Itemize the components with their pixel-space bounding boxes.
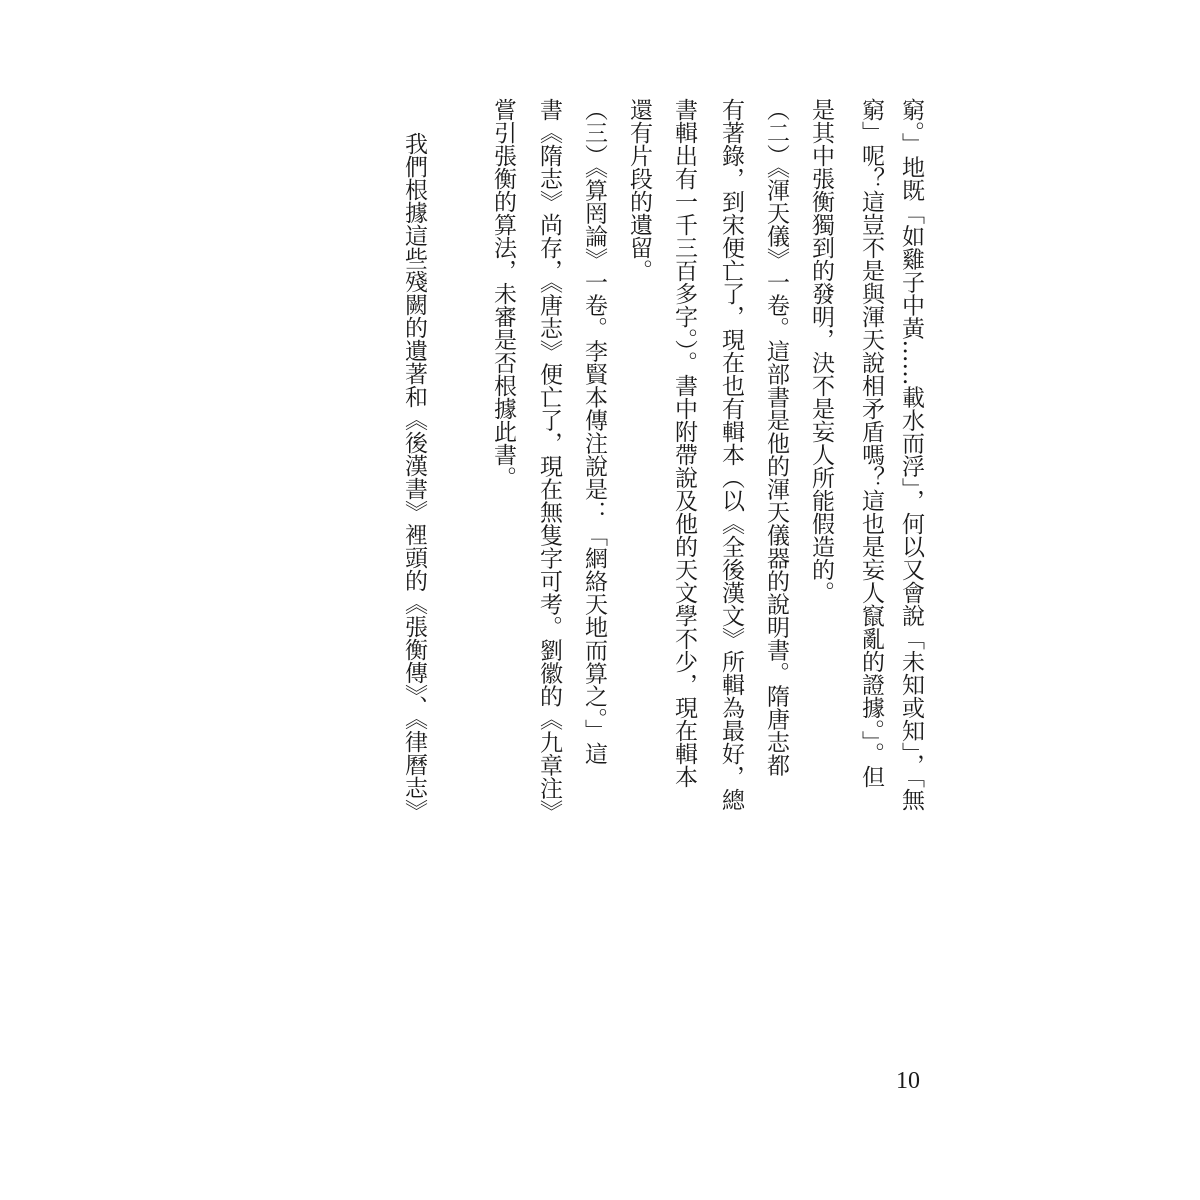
text-column-2: 窮」呢？這豈不是與渾天說相矛盾嗎？這也是妄人竄亂的證據。」。但 bbox=[858, 98, 884, 788]
text-column-3: 是其中張衡獨到的發明，決不是妄人所能假造的。 bbox=[808, 98, 834, 604]
text-column-10: 嘗引張衡的算法，未審是否根據此書。 bbox=[490, 98, 516, 489]
text-column-7: 還有片段的遺留。 bbox=[626, 98, 652, 282]
text-column-11: 我們根據這些殘闕的遺著和《後漢書》裡頭的《張衡傳》、《律曆志》 bbox=[401, 132, 427, 822]
page-number: 10 bbox=[896, 1068, 920, 1094]
text-column-6: 書輯出有一千三百多字。）。書中附帶說及他的天文學不少，現在輯本 bbox=[671, 98, 697, 788]
text-column-9: 書《隋志》尚存，《唐志》便亡了，現在無隻字可考。劉徽的《九章注》 bbox=[536, 98, 562, 823]
text-column-8: （三）《算罔論》一卷。李賢本傳注說是：「網絡天地而算之。」這 bbox=[581, 98, 607, 765]
text-column-5: 有著錄，到宋便亡了，現在也有輯本（以《全後漢文》所輯為最好，總 bbox=[718, 98, 744, 811]
text-column-4: （二）《渾天儀》一卷。這部書是他的渾天儀器的說明書。隋唐志都 bbox=[763, 98, 789, 777]
text-column-1: 窮。」地既「如雞子中黃……載水而浮」，何以又會說「未知或知」，「無 bbox=[898, 98, 924, 811]
